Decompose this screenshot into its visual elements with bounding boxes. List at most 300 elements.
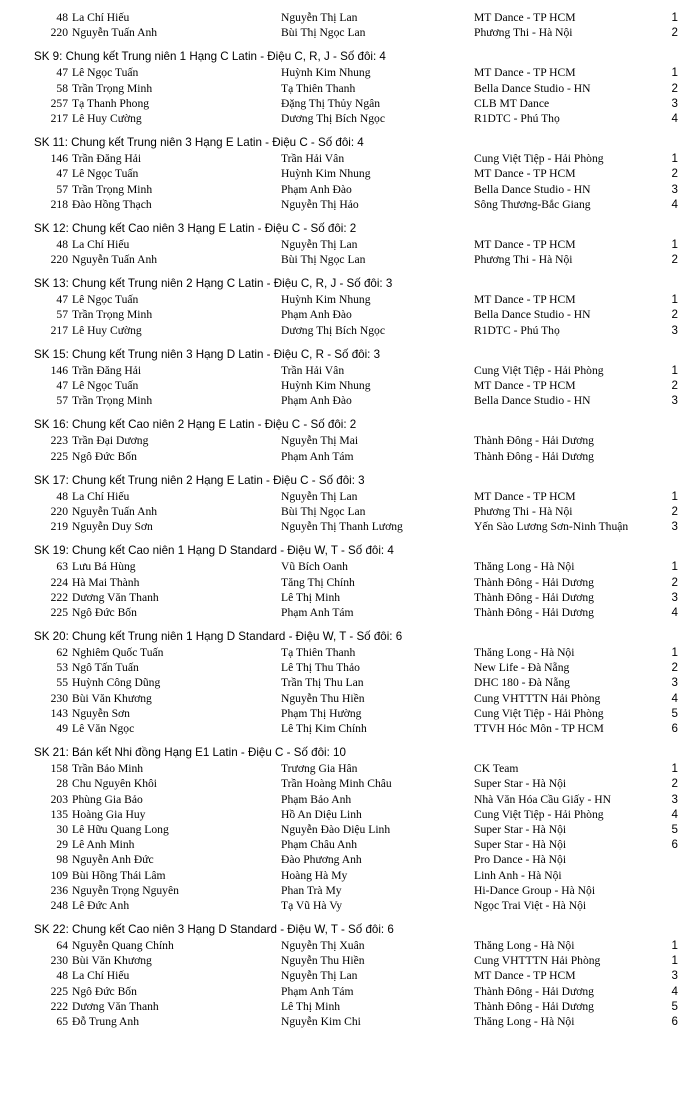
competitor-number: 53 [56,661,68,675]
result-row [0,761,700,776]
club-name: CLB MT Dance [474,96,550,110]
leader-name: Lưu Bá Hùng [72,560,136,574]
club-name: TTVH Hóc Môn - TP HCM [474,722,604,735]
partner-name: Đào Phương Anh [281,853,362,867]
leader-name: Hà Mai Thành [72,575,140,589]
leader-name: Lê Văn Ngọc [72,722,135,735]
result-row [0,706,700,721]
placement: 1 [671,363,678,377]
partner-name: Dương Thị Bích Ngọc [281,323,385,337]
result-row [0,504,700,519]
partner-name: Tạ Thiên Thanh [281,646,356,660]
club-name: MT Dance - TP HCM [474,969,576,983]
competitor-number: 225 [50,449,68,463]
club-name: Thành Đông - Hải Dương [474,575,594,589]
leader-name: Trần Đăng Hải [72,152,142,166]
competitor-number: 47 [56,66,68,80]
club-name: Thăng Long - Hà Nội [474,646,575,660]
competitor-number: 47 [56,167,68,181]
competitor-number: 225 [50,984,68,998]
competitor-number: 47 [56,379,68,392]
leader-name: Nguyễn Quang Chính [72,939,174,953]
partner-name: Phạm Anh Đào [281,394,352,408]
club-name: Thăng Long - Hà Nội [474,560,575,574]
result-row [0,721,700,736]
competitor-number: 98 [56,853,68,867]
partner-name: Lê Thị Minh [281,999,341,1013]
placement: 6 [671,1015,678,1028]
placement: 3 [671,792,678,806]
leader-name: Dương Văn Thanh [72,590,159,604]
placement: 2 [671,308,678,322]
club-name: Phương Thi - Hà Nội [474,504,573,518]
result-row [0,792,700,807]
club-name: MT Dance - TP HCM [474,489,576,503]
placement: 1 [671,66,678,80]
placement: 6 [671,722,678,735]
club-name: Thành Đông - Hải Dương [474,434,594,448]
placement: 6 [671,838,678,852]
result-row [0,166,700,181]
placement: 2 [671,26,678,40]
competitor-number: 224 [50,575,68,589]
leader-name: Trần Đăng Hải [72,363,142,377]
result-row [0,393,700,408]
competitor-number: 55 [56,676,68,690]
club-name: Bella Dance Studio - HN [474,182,591,196]
event-title: SK 19: Chung kết Cao niên 1 Hạng D Standard - Điệu W, T - Số đôi: 4 [34,544,394,558]
result-row [0,197,700,212]
placement: 2 [671,81,678,95]
partner-name: Phạm Anh Đào [281,308,352,322]
placement: 5 [671,999,678,1013]
event-section [0,745,700,913]
leader-name: La Chí Hiếu [72,11,130,24]
club-name: Thành Đông - Hải Dương [474,449,594,463]
leader-name: Hoàng Gia Huy [72,807,146,821]
placement: 1 [671,954,678,968]
placement: 3 [671,323,678,337]
event-title: SK 12: Chung kết Cao niên 3 Hạng E Latin - Điệu C - Số đôi: 2 [34,221,357,235]
result-row [0,489,700,504]
placement: 4 [671,691,678,705]
result-row [0,559,700,574]
club-name: Thành Đông - Hải Dương [474,590,594,604]
placement: 5 [671,822,678,836]
club-name: Nhà Văn Hóa Cầu Giấy - HN [474,792,611,806]
leader-name: Nguyễn Trọng Nguyên [72,883,179,897]
result-row [0,307,700,322]
result-row [0,883,700,898]
competitor-number: 219 [50,520,68,534]
leader-name: Đào Hồng Thạch [72,197,152,211]
club-name: CK Team [474,762,519,776]
leader-name: Ngô Tấn Tuấn [72,661,139,675]
placement: 3 [671,96,678,110]
leader-name: Trần Trọng Minh [72,308,153,322]
club-name: Super Star - Hà Nội [474,838,567,852]
placement: 4 [671,605,678,619]
event-section [0,922,700,1029]
partner-name: Phạm Anh Đào [281,182,352,196]
partner-name: Phạm Anh Tám [281,449,354,463]
placement: 4 [671,197,678,211]
result-row [0,953,700,968]
competitor-number: 236 [50,883,68,897]
competitor-number: 220 [50,26,68,40]
competitor-number: 28 [56,777,68,791]
result-row [0,96,700,111]
club-name: Linh Anh - Hà Nội [474,868,562,882]
leader-name: La Chí Hiếu [72,237,130,251]
club-name: Thăng Long - Hà Nội [474,1015,575,1028]
placement: 5 [671,706,678,720]
partner-name: Trần Hoàng Minh Châu [281,777,392,791]
result-row [0,852,700,867]
competitor-number: 203 [50,792,68,806]
placement: 1 [671,11,678,24]
club-name: Bella Dance Studio - HN [474,81,591,95]
result-row [0,323,700,338]
leader-name: Chu Nguyên Khôi [72,777,158,791]
result-row [0,605,700,620]
result-row [0,999,700,1014]
result-row [0,691,700,706]
event-section [0,221,700,267]
leader-name: Bùi Văn Khương [72,954,152,968]
result-row [0,237,700,252]
event-section [0,276,700,338]
leader-name: Đỗ Trung Anh [72,1015,140,1028]
result-row [0,433,700,448]
club-name: Super Star - Hà Nội [474,822,567,836]
partner-name: Nguyễn Thị Mai [281,434,359,448]
leader-name: Trần Bảo Minh [72,762,144,776]
partner-name: Lê Thị Thu Thảo [281,661,360,675]
result-row [0,645,700,660]
continued-results-block [0,10,700,40]
partner-name: Trần Hải Vân [281,363,345,377]
event-section [0,347,700,409]
club-name: Ngọc Trai Việt - Hà Nội [474,898,587,912]
placement: 2 [671,777,678,791]
result-row [0,182,700,197]
club-name: Super Star - Hà Nội [474,777,567,791]
partner-name: Nguyễn Thị Lan [281,11,358,24]
result-row [0,151,700,166]
result-row [0,984,700,999]
placement: 2 [671,575,678,589]
competitor-number: 217 [50,323,68,337]
partner-name: Nguyễn Thu Hiền [281,954,365,968]
club-name: New Life - Đà Nẵng [474,661,570,675]
club-name: Thành Đông - Hải Dương [474,984,594,998]
placement: 3 [671,676,678,690]
club-name: Yến Sào Lương Sơn-Ninh Thuận [474,520,629,534]
result-row [0,25,700,40]
leader-name: Lê Ngọc Tuấn [72,379,139,392]
partner-name: Trần Thị Thu Lan [281,676,364,690]
partner-name: Bùi Thị Ngọc Lan [281,504,366,518]
result-row [0,65,700,80]
partner-name: Huỳnh Kim Nhung [281,66,371,80]
result-row [0,590,700,605]
leader-name: Nghiêm Quốc Tuấn [72,646,164,660]
placement: 1 [671,646,678,660]
event-section [0,135,700,212]
partner-name: Tạ Vũ Hà Vy [281,898,343,912]
club-name: Bella Dance Studio - HN [474,308,591,322]
competitor-number: 29 [56,838,68,852]
event-section [0,473,700,535]
partner-name: Trần Hải Vân [281,152,345,166]
club-name: MT Dance - TP HCM [474,66,576,80]
placement: 2 [671,253,678,267]
result-row [0,1014,700,1029]
club-name: MT Dance - TP HCM [474,11,576,24]
partner-name: Bùi Thị Ngọc Lan [281,26,366,40]
placement: 1 [671,489,678,503]
competitor-number: 57 [56,394,68,408]
event-section [0,417,700,463]
competitor-number: 220 [50,504,68,518]
event-sections [0,49,700,1029]
competitor-number: 57 [56,308,68,322]
leader-name: Nguyễn Duy Sơn [72,520,153,534]
competitor-number: 225 [50,605,68,619]
event-title: SK 9: Chung kết Trung niên 1 Hạng C Latin - Điệu C, R, J - Số đôi: 4 [34,50,386,64]
competitor-number: 220 [50,253,68,267]
placement: 2 [671,167,678,181]
leader-name: Lê Ngọc Tuấn [72,167,139,181]
competitor-number: 230 [50,691,68,705]
club-name: Bella Dance Studio - HN [474,394,591,408]
placement: 4 [671,111,678,125]
placement: 2 [671,379,678,392]
event-section [0,49,700,126]
leader-name: Trần Trọng Minh [72,394,153,408]
competitor-number: 135 [50,807,68,821]
leader-name: Nguyễn Tuấn Anh [72,253,158,267]
club-name: Thành Đông - Hải Dương [474,605,594,619]
result-row [0,519,700,534]
leader-name: Ngô Đức Bốn [72,605,137,619]
result-row [0,822,700,837]
placement: 2 [671,661,678,675]
leader-name: Lê Ngọc Tuấn [72,66,139,80]
partner-name: Huỳnh Kim Nhung [281,379,371,392]
club-name: MT Dance - TP HCM [474,237,576,251]
placement: 4 [671,807,678,821]
competitor-number: 217 [50,111,68,125]
leader-name: Ngô Đức Bốn [72,984,137,998]
partner-name: Phạm Bảo Anh [281,792,352,806]
competitor-number: 30 [56,822,68,836]
partner-name: Nguyễn Đào Diệu Linh [281,822,391,836]
partner-name: Phan Trà My [281,883,342,897]
event-title: SK 13: Chung kết Trung niên 2 Hạng C Latin - Điệu C, R, J - Số đôi: 3 [34,277,393,291]
placement: 3 [671,182,678,196]
leader-name: Dương Văn Thanh [72,999,159,1013]
partner-name: Phạm Châu Anh [281,838,358,852]
result-row [0,868,700,883]
competitor-number: 223 [50,434,68,448]
result-row [0,675,700,690]
competitor-number: 48 [56,489,68,503]
leader-name: Nguyễn Sơn [72,706,130,720]
result-row [0,575,700,590]
leader-name: Lê Đức Anh [72,898,130,912]
leader-name: Lê Hữu Quang Long [72,822,169,836]
result-row [0,363,700,378]
partner-name: Nguyễn Thị Lan [281,969,358,983]
partner-name: Nguyễn Thị Xuân [281,939,365,953]
result-row [0,660,700,675]
leader-name: Lê Anh Minh [72,838,135,852]
result-row [0,449,700,464]
club-name: Hi-Dance Group - Hà Nội [474,883,596,897]
leader-name: Ngô Đức Bốn [72,449,137,463]
result-row [0,968,700,983]
leader-name: Huỳnh Công Dũng [72,676,161,690]
partner-name: Huỳnh Kim Nhung [281,293,371,307]
competitor-number: 146 [50,363,68,377]
club-name: Phương Thi - Hà Nội [474,26,573,40]
placement: 1 [671,237,678,251]
event-title: SK 17: Chung kết Trung niên 2 Hạng E Latin - Điệu C - Số đôi: 3 [34,473,365,487]
partner-name: Nguyễn Kim Chi [281,1015,361,1028]
competitor-number: 218 [50,197,68,211]
event-section [0,629,700,736]
leader-name: Bùi Hồng Thái Lâm [72,868,166,882]
club-name: Cung VHTTTN Hải Phòng [474,691,601,705]
partner-name: Tăng Thị Chính [281,575,355,589]
placement: 1 [671,762,678,776]
partner-name: Vũ Bích Oanh [281,560,348,574]
leader-name: La Chí Hiếu [72,489,130,503]
placement: 3 [671,590,678,604]
club-name: MT Dance - TP HCM [474,167,576,181]
competitor-number: 48 [56,969,68,983]
partner-name: Hoàng Hà My [281,868,348,882]
club-name: Phương Thi - Hà Nội [474,253,573,267]
competitor-number: 62 [56,646,68,660]
leader-name: Tạ Thanh Phong [72,96,150,110]
competitor-number: 57 [56,182,68,196]
partner-name: Phạm Anh Tám [281,984,354,998]
competitor-number: 230 [50,954,68,968]
leader-name: Lê Huy Cường [72,323,142,337]
club-name: MT Dance - TP HCM [474,379,576,392]
competitor-number: 48 [56,237,68,251]
placement: 3 [671,969,678,983]
competitor-number: 58 [56,81,68,95]
leader-name: Trần Trọng Minh [72,182,153,196]
club-name: R1DTC - Phú Thọ [474,111,560,125]
partner-name: Nguyễn Thị Lan [281,489,358,503]
club-name: Thăng Long - Hà Nội [474,939,575,953]
partner-name: Nguyễn Thị Hảo [281,197,359,211]
placement: 3 [671,520,678,534]
result-row [0,938,700,953]
competitor-number: 64 [56,939,68,953]
partner-name: Nguyễn Thị Thanh Lương [281,520,403,534]
club-name: R1DTC - Phú Thọ [474,323,560,337]
competitor-number: 63 [56,560,68,574]
competitor-number: 257 [50,96,68,110]
partner-name: Phạm Thị Hường [281,706,362,720]
competitor-number: 65 [56,1015,68,1028]
result-row [0,807,700,822]
leader-name: Lê Ngọc Tuấn [72,293,139,307]
club-name: Sông Thương-Bắc Giang [474,197,591,211]
partner-name: Lê Thị Kim Chính [281,722,367,735]
leader-name: Trần Trọng Minh [72,81,153,95]
leader-name: Bùi Văn Khương [72,691,152,705]
placement: 1 [671,152,678,166]
placement: 1 [671,939,678,953]
event-title: SK 16: Chung kết Cao niên 2 Hạng E Latin - Điệu C - Số đôi: 2 [34,418,357,432]
competitor-number: 222 [50,590,68,604]
result-row [0,10,700,25]
placement: 3 [671,394,678,408]
club-name: Cung Việt Tiệp - Hải Phòng [474,152,604,166]
placement: 4 [671,984,678,998]
event-title: SK 21: Bán kết Nhi đồng Hạng E1 Latin - Điệu C - Số đôi: 10 [34,746,346,760]
placement: 2 [671,504,678,518]
leader-name: Nguyễn Anh Đức [72,853,154,867]
event-title: SK 15: Chung kết Trung niên 3 Hạng D Latin - Điệu C, R - Số đôi: 3 [34,347,381,361]
competitor-number: 143 [50,706,68,720]
competitor-number: 49 [56,722,68,735]
club-name: DHC 180 - Đà Nẵng [474,676,570,690]
competitor-number: 109 [50,868,68,882]
leader-name: Phùng Gia Bảo [72,792,143,806]
competitor-number: 47 [56,293,68,307]
competitor-number: 146 [50,152,68,166]
result-row [0,252,700,267]
leader-name: Lê Huy Cường [72,111,142,125]
club-name: Thành Đông - Hải Dương [474,999,594,1013]
leader-name: Trần Đại Dương [72,434,149,448]
leader-name: Nguyễn Tuấn Anh [72,504,158,518]
result-row [0,378,700,393]
result-row [0,776,700,791]
partner-name: Huỳnh Kim Nhung [281,167,371,181]
competitor-number: 48 [56,11,68,24]
result-row [0,292,700,307]
partner-name: Nguyễn Thu Hiền [281,691,365,705]
leader-name: La Chí Hiếu [72,969,130,983]
partner-name: Trương Gia Hân [281,762,358,776]
club-name: Cung VHTTTN Hải Phòng [474,954,601,968]
result-row [0,81,700,96]
competitor-number: 158 [50,762,68,776]
club-name: MT Dance - TP HCM [474,293,576,307]
event-title: SK 11: Chung kết Trung niên 3 Hạng E Latin - Điệu C - Số đôi: 4 [34,136,364,150]
competitor-number: 222 [50,999,68,1013]
placement: 1 [671,293,678,307]
club-name: Cung Việt Tiệp - Hải Phòng [474,706,604,720]
partner-name: Dương Thị Bích Ngọc [281,111,385,125]
partner-name: Lê Thị Minh [281,590,341,604]
partner-name: Bùi Thị Ngọc Lan [281,253,366,267]
competitor-number: 248 [50,898,68,912]
event-section [0,543,700,620]
placement: 1 [671,560,678,574]
partner-name: Phạm Anh Tám [281,605,354,619]
club-name: Pro Dance - Hà Nội [474,853,567,867]
